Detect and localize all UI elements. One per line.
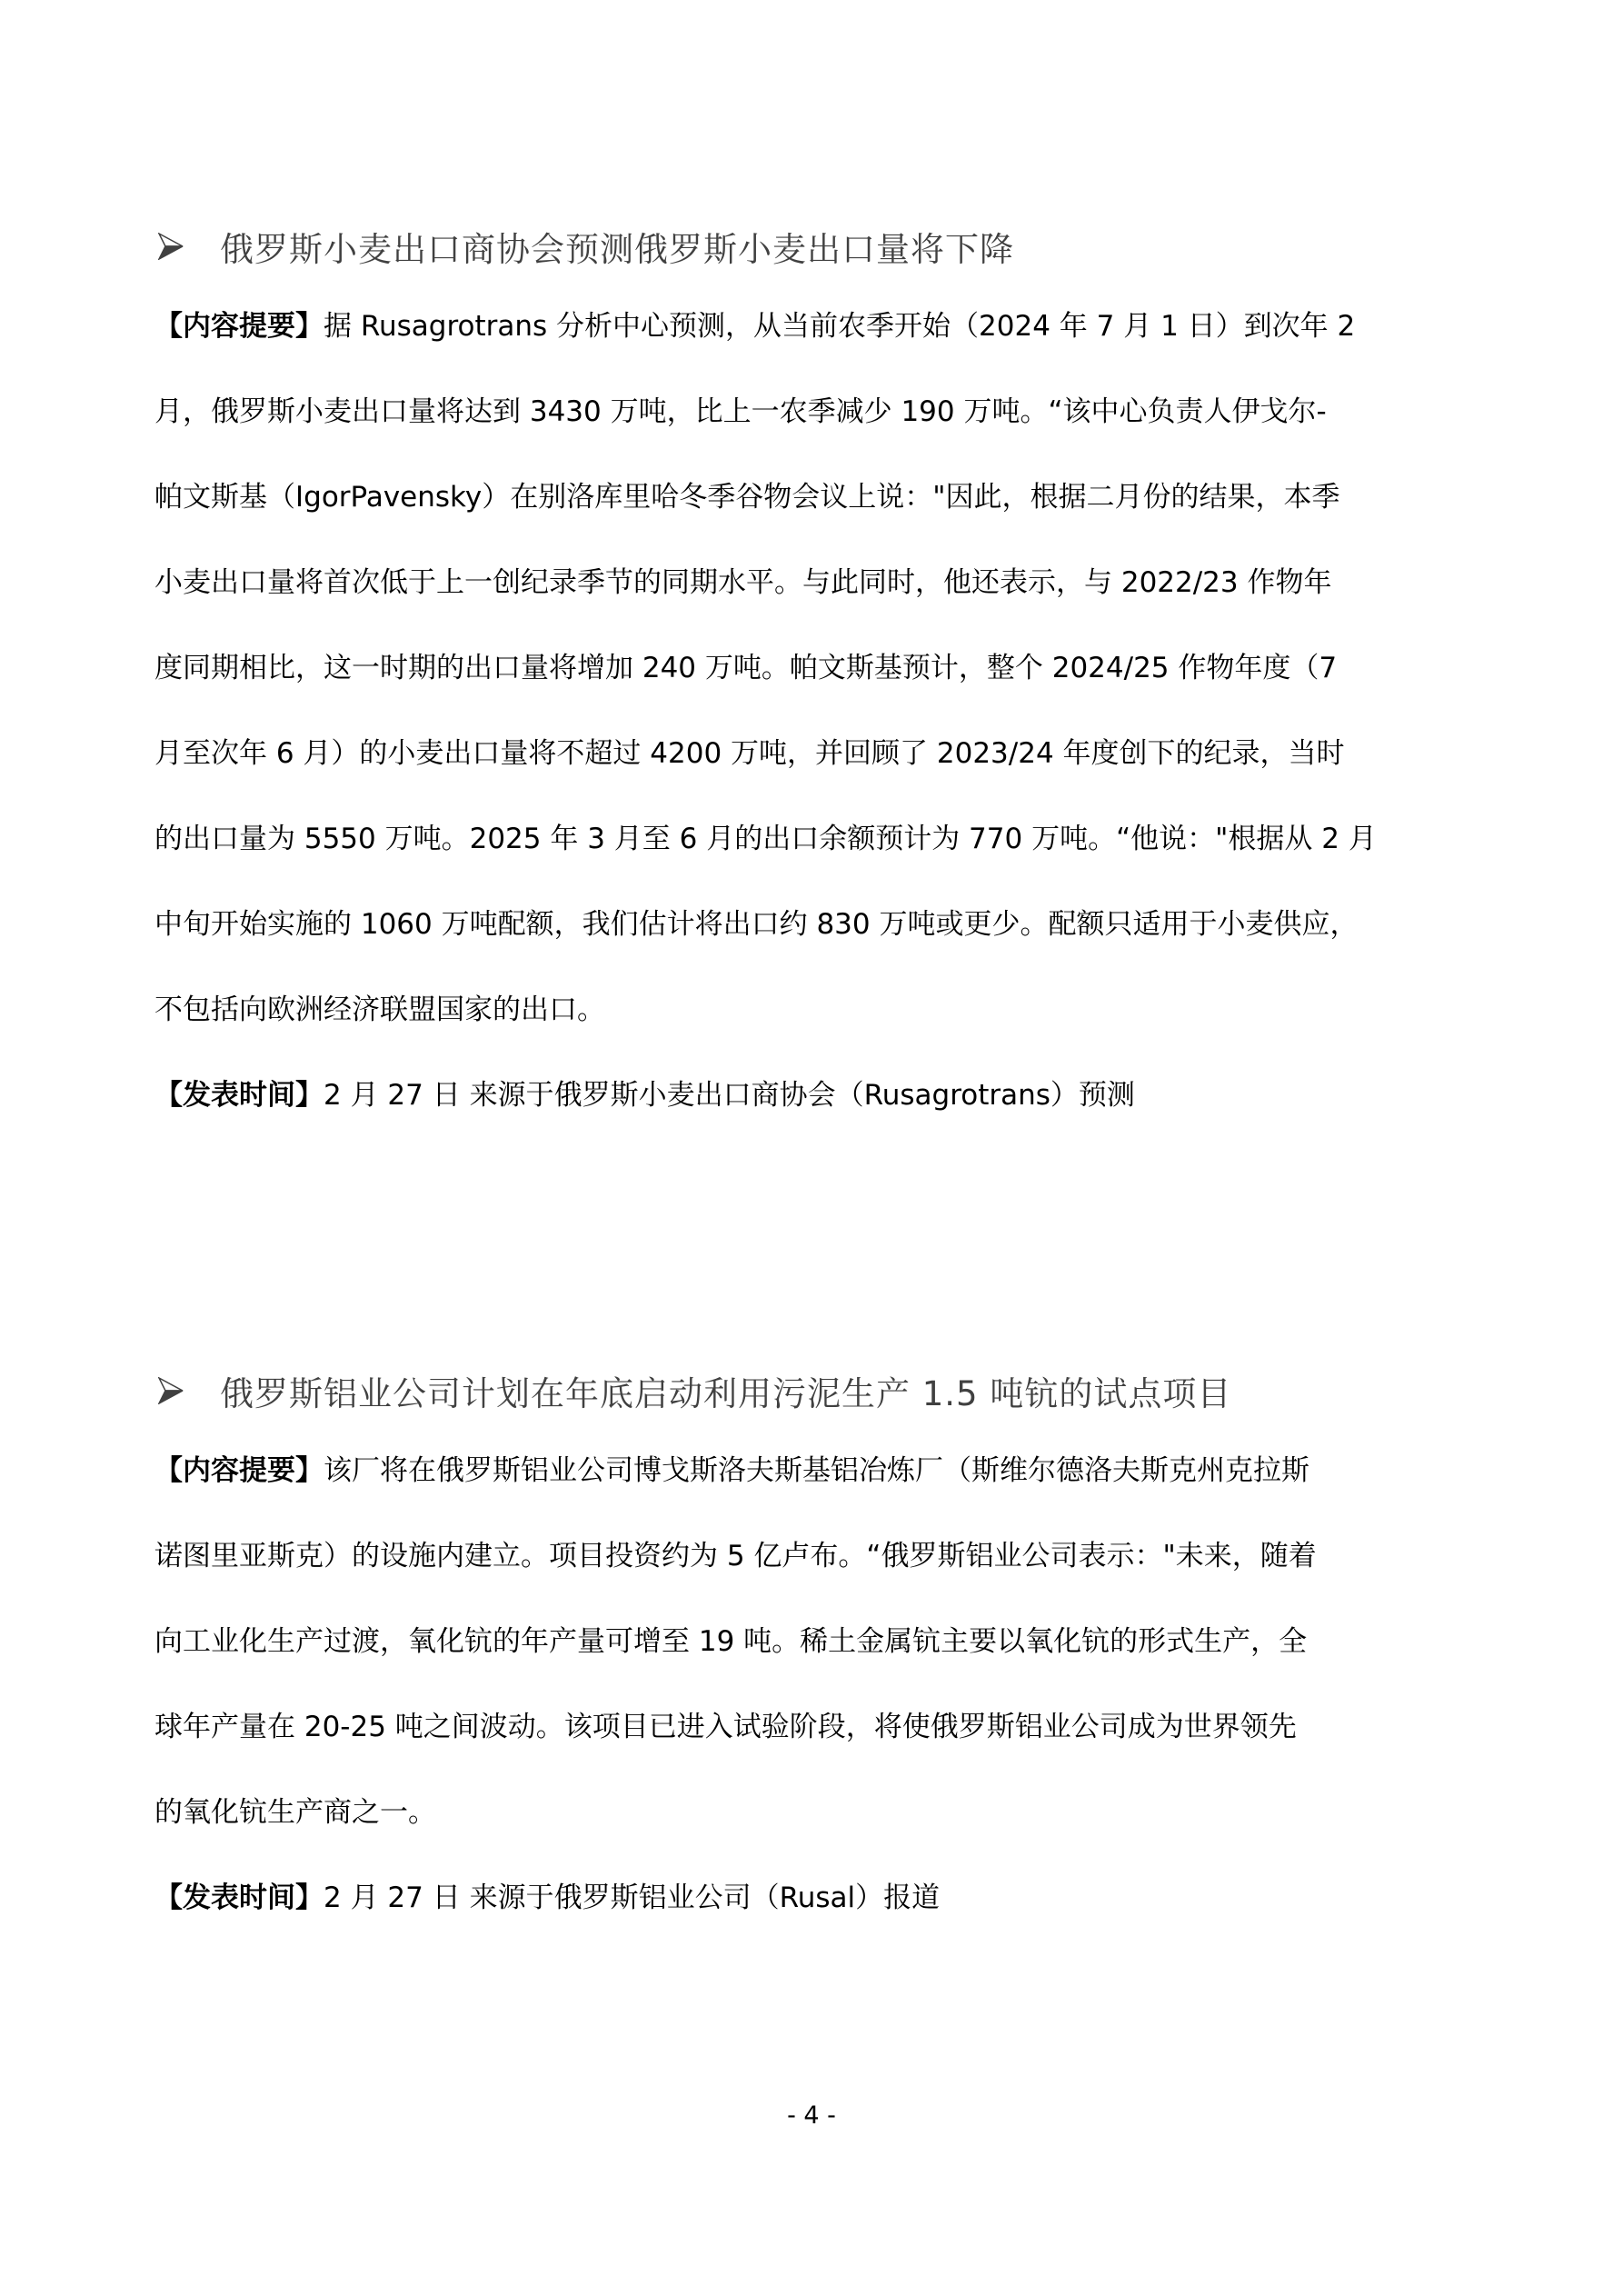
arrow-bullet-icon [158, 233, 184, 260]
summary-line: 月，俄罗斯小麦出口量将达到 3430 万吨，比上一农季减少 190 万吨。“该中心负责人伊戈尔- [154, 395, 1327, 428]
published-text: 2 月 27 日 来源于俄罗斯小麦出口商协会（Rusagrotrans）预测 [324, 1079, 1135, 1112]
article-published [154, 1053, 1499, 1138]
arrow-bullet-icon [158, 1377, 184, 1404]
article-published [154, 1855, 1499, 1941]
summary-line: 球年产量在 20-25 吨之间波动。该项目已进入试验阶段，将使俄罗斯铝业公司成为世界领先 [154, 1711, 1297, 1743]
article-heading [154, 215, 1499, 278]
summary-label: 【内容提要】 [154, 1454, 324, 1487]
published-label: 【发表时间】 [154, 1882, 324, 1914]
article-summary [154, 1428, 1499, 1855]
summary-line: 诺图里亚斯克）的设施内建立。项目投资约为 5 亿卢布。“俄罗斯铝业公司表示："未来，随着 [154, 1540, 1317, 1572]
published-label: 【发表时间】 [154, 1079, 324, 1112]
article-wheat-export [154, 215, 1499, 1138]
summary-line: 月至次年 6 月）的小麦出口量将不超过 4200 万吨，并回顾了 2023/24 年度创下的纪录，当时 [154, 737, 1345, 770]
summary-label: 【内容提要】 [154, 310, 324, 343]
article-title: 俄罗斯铝业公司计划在年底启动利用污泥生产 1.5 吨钪的试点项目 [220, 1374, 1232, 1413]
article-heading [154, 1359, 1499, 1423]
summary-line: 小麦出口量将首次低于上一创纪录季节的同期水平。与此同时，他还表示，与 2022/23 作物年 [154, 566, 1332, 599]
summary-line: 中旬开始实施的 1060 万吨配额，我们估计将出口约 830 万吨或更少。配额只适用于小麦供应， [154, 908, 1359, 941]
summary-line: 的出口量为 5550 万吨。2025 年 3 月至 6 月的出口余额预计为 770 万吨。“他说："根据从 2 月 [154, 823, 1377, 855]
published-text: 2 月 27 日 来源于俄罗斯铝业公司（Rusal）报道 [324, 1882, 941, 1914]
summary-line: 【内容提要】据 Rusagrotrans 分析中心预测，从当前农季开始（2024 年 7 月 1 日）到次年 2 [154, 310, 1356, 343]
summary-line: 帕文斯基（IgorPavensky）在别洛库里哈冬季谷物会议上说："因此，根据二月份的结果，本季 [154, 481, 1340, 514]
article-rusal-scandium [154, 1359, 1499, 1941]
summary-line: 度同期相比，这一时期的出口量将增加 240 万吨。帕文斯基预计，整个 2024/25 作物年度（7 [154, 652, 1338, 684]
summary-line: 向工业化生产过渡，氧化钪的年产量可增至 19 吨。稀土金属钪主要以氧化钪的形式生产，全 [154, 1625, 1308, 1658]
article-summary [154, 284, 1499, 1053]
summary-line: 的氧化钪生产商之一。 [154, 1796, 436, 1829]
summary-line: 【内容提要】该厂将在俄罗斯铝业公司博戈斯洛夫斯基铝冶炼厂（斯维尔德洛夫斯克州克拉斯 [154, 1454, 1309, 1487]
article-title: 俄罗斯小麦出口商协会预测俄罗斯小麦出口量将下降 [220, 230, 1014, 269]
page-number: - 4 - [787, 2101, 836, 2130]
summary-line: 不包括向欧洲经济联盟国家的出口。 [154, 993, 605, 1026]
